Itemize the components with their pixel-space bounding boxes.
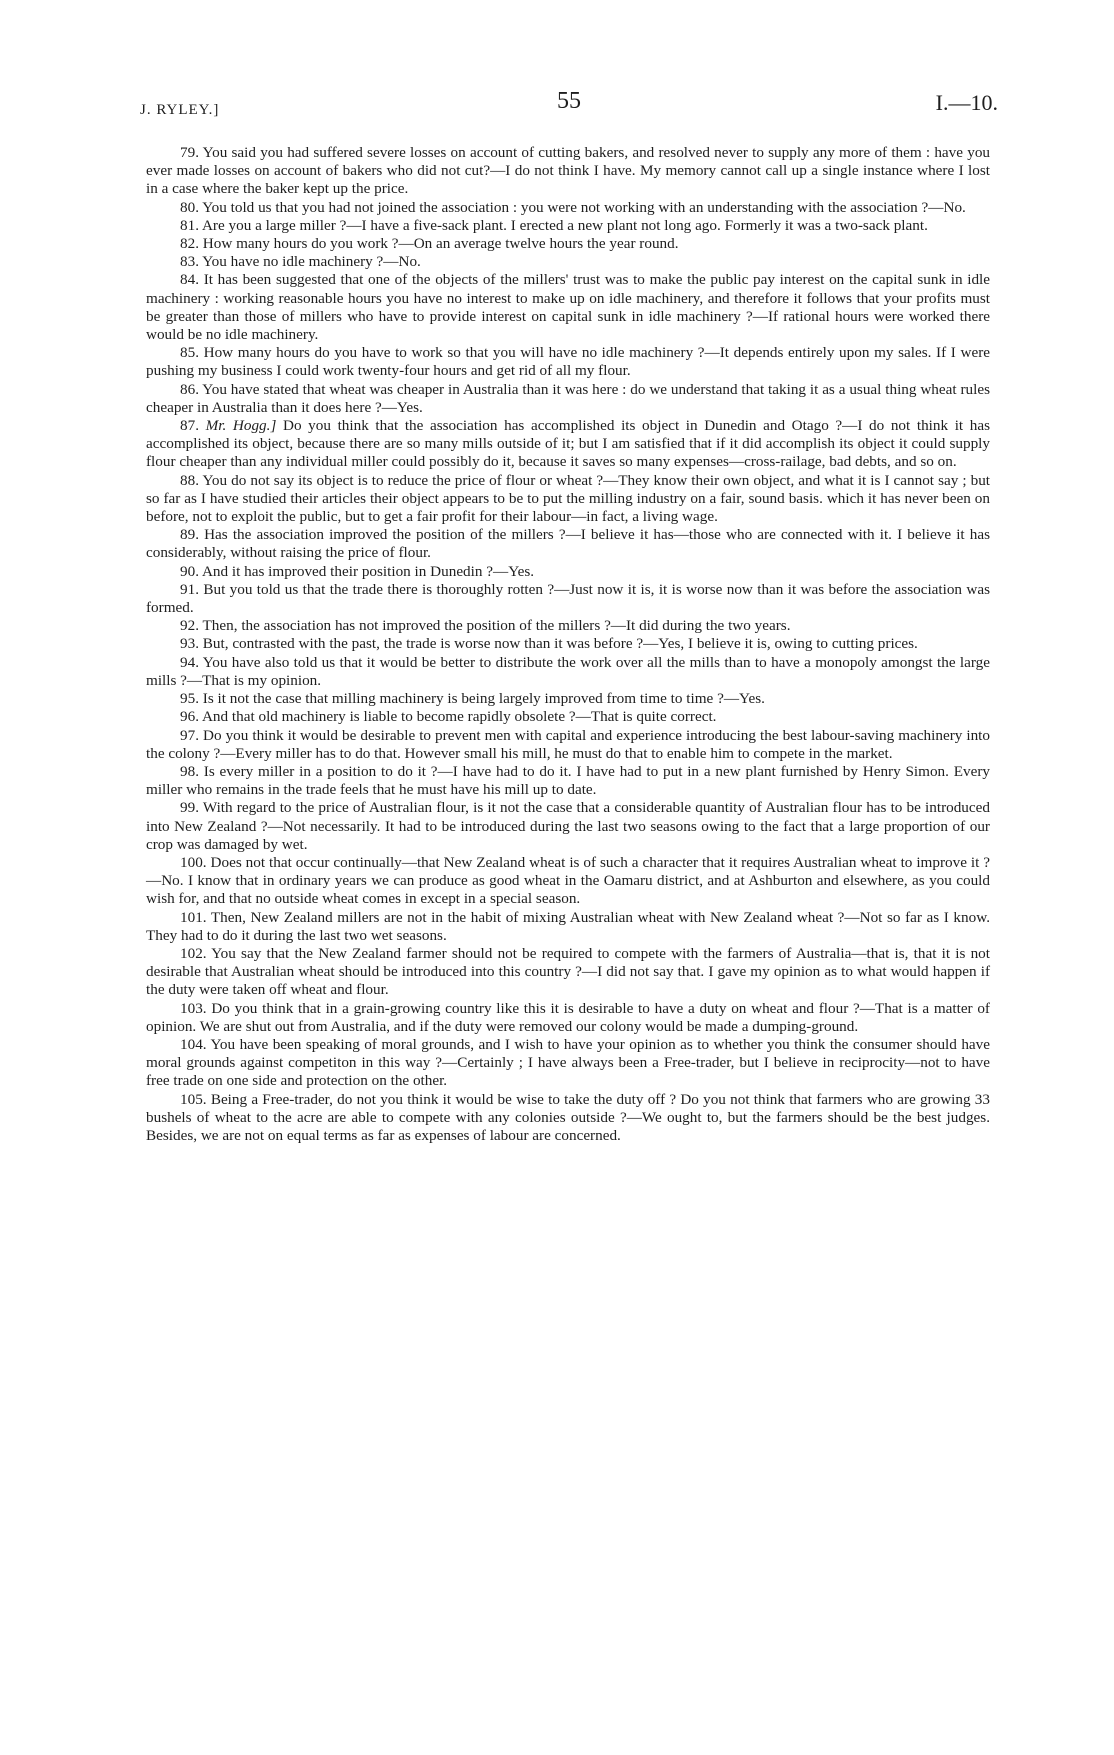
- question-text: You have also told us that it would be better to distribute the work over all the mills than to have a monopoly amongst the large mills ?—That is my opinion.: [146, 653, 991, 689]
- document-reference: I.—10.: [935, 90, 998, 115]
- question-paragraph: [146, 563, 990, 581]
- question-number: 101.: [180, 908, 207, 926]
- question-text: Is every miller in a position to do it ?—I have had to do it. I have had to put in a new plant furnished by Henry Simon. Every miller who remains in the trade feels that he must have his mill up to date.: [146, 762, 990, 799]
- question-number: 95.: [180, 690, 199, 708]
- question-text: With regard to the price of Australian flour, is it not the case that a considerable quantity of Australian flour has to be introduced into New Zealand ?—Not necessarily. It had to be introduced during the last two seasons owing to the fact that a large proportion of our crop was damaged by wet.: [146, 799, 990, 853]
- question-text: Then, New Zealand millers are not in the habit of mixing Australian wheat with New Zealand wheat ?—Not so far as I know. They had to do it during the last two wet seasons.: [146, 908, 990, 944]
- question-paragraph: [146, 417, 990, 472]
- page-number: 55: [557, 88, 581, 114]
- question-text: But, contrasted with the past, the trade is worse now than it was before ?—Yes, I believe it is, owing to cutting prices.: [202, 635, 918, 653]
- question-number: 86.: [180, 380, 199, 398]
- question-number: 79.: [180, 144, 199, 161]
- question-number: 92.: [180, 617, 199, 635]
- question-text: Does not that occur continually—that New Zealand wheat is of such a character that it requires Australian wheat to improve it ?—No. I know that in ordinary years we can produce as good wheat in the Oamaru district, and at Ashburton and elsewhere, as you could wish for, and that no outside wheat comes in except in a special season.: [146, 853, 990, 908]
- question-text: And it has improved their position in Dunedin ?—Yes.: [201, 562, 535, 580]
- question-paragraph: [146, 472, 990, 527]
- question-number: 105.: [180, 1090, 207, 1108]
- question-number: 97.: [180, 726, 199, 744]
- question-text: Are you a large miller ?—I have a five-sack plant. I erected a new plant not long ago. Formerly it was a two-sack plant.: [201, 216, 928, 234]
- question-number: 83.: [180, 253, 199, 271]
- question-paragraph: [146, 690, 990, 708]
- question-paragraph: [146, 1091, 990, 1146]
- question-text: Do you think that the association has accomplished its object in Dunedin and Otago ?—I do not think it has accomplished its object, because there are so many mills outside of it; but I am satisfied that if it did accomplish its object it could supply flour cheaper than any individual miller could possibly do it, because it saves so many expenses—cross-railage, bad debts, and so on.: [146, 417, 991, 471]
- question-paragraph: [146, 271, 990, 344]
- question-text: You do not say its object is to reduce the price of flour or wheat ?—They know their own object, and what it is I cannot say ; but so far as I have studied their articles their object appears to be to put the milling industry on a fair, sound basis. which it has never been on before, not to exploit the public, but to get a fair profit for their labour—in fact, a living wage.: [146, 471, 991, 526]
- question-text: But you told us that the trade there is thoroughly rotten ?—Just now it is, it is worse now than it was before the association was formed.: [146, 580, 991, 617]
- question-text: Then, the association has not improved the position of the millers ?—It did during the two years.: [202, 617, 791, 635]
- question-text: Do you think that in a grain-growing country like this it is desirable to have a duty on wheat and flour ?—That is a matter of opinion. We are shut out from Australia, and if the duty were removed our colony would be made a dumping-ground.: [146, 999, 990, 1035]
- question-paragraph: [146, 945, 990, 1000]
- question-number: 87.: [180, 417, 199, 435]
- question-number: 82.: [180, 235, 199, 253]
- question-paragraph: [146, 217, 990, 235]
- question-paragraph: [146, 344, 990, 380]
- question-text: Being a Free-trader, do not you think it would be wise to take the duty off ? Do you not think that farmers who are growing 33 bushels of wheat to the acre are able to compete with any colonies outside ?—We ought to, but the farmers should be the best judges. Besides, we are not on equal terms as far as expenses of labour are concerned.: [146, 1090, 990, 1144]
- question-text: How many hours do you work ?—On an average twelve hours the year round.: [202, 235, 679, 253]
- question-number: 89.: [180, 526, 199, 544]
- page-header: [140, 88, 998, 128]
- question-paragraph: [146, 799, 990, 854]
- question-number: 96.: [180, 708, 199, 726]
- question-text: How many hours do you have to work so that you will have no idle machinery ?—It depends entirely upon my sales. If I were pushing my business I could work twenty-four hours and get rid of all my flour.: [146, 344, 990, 380]
- question-paragraph: [146, 235, 990, 253]
- question-number: 84.: [180, 271, 199, 289]
- question-paragraph: [146, 526, 990, 562]
- question-number: 103.: [180, 999, 207, 1017]
- question-number: 99.: [180, 799, 199, 817]
- question-number: 93.: [180, 635, 199, 653]
- question-number: 102.: [180, 944, 207, 962]
- question-text: You have no idle machinery ?—No.: [202, 253, 421, 271]
- question-text: It has been suggested that one of the objects of the millers' trust was to make the public pay interest on the capital sunk in idle machinery : working reasonable hours you have no interest to make up on idle machinery, and therefore it follows that your profits must be greater than those of millers who have to provide interest on capital sunk in idle machinery ?—If rational hours were worked there would be no idle machinery.: [146, 271, 991, 344]
- question-text: Has the association improved the position of the millers ?—I believe it has—those who are connected with it. I believe it has considerably, without raising the price of flour.: [146, 526, 990, 562]
- question-number: 98.: [180, 762, 199, 780]
- question-paragraph: [146, 635, 990, 653]
- question-text: You have been speaking of moral grounds, and I wish to have your opinion as to whether you think the consumer should have moral grounds against competiton in this way ?—Certainly ; I have always been a Free-trader, but I believe in reciprocity—not to have free trade on one side and protection on the other.: [146, 1035, 990, 1090]
- question-paragraph: [146, 253, 990, 271]
- question-paragraph: [146, 1000, 990, 1036]
- question-number: 81.: [180, 216, 199, 234]
- question-paragraph: [146, 1036, 990, 1091]
- question-paragraph: [146, 617, 990, 635]
- question-number: 104.: [180, 1035, 207, 1053]
- question-text: Is it not the case that milling machinery is being largely improved from time to time ?—Yes.: [202, 690, 765, 708]
- question-number: 88.: [180, 471, 199, 489]
- question-number: 100.: [180, 853, 207, 871]
- question-text: Do you think it would be desirable to prevent men with capital and experience introducing the best labour-saving machinery into the colony ?—Every miller has to do that. However small his mill, he must do that to enable him to compete in the market.: [146, 726, 990, 762]
- question-number: 90.: [180, 562, 199, 580]
- question-paragraph: [146, 199, 990, 217]
- question-paragraph: [146, 654, 990, 690]
- question-paragraph: [146, 381, 990, 417]
- question-paragraph: [146, 708, 990, 726]
- question-number: 85.: [180, 344, 199, 362]
- question-text: You have stated that wheat was cheaper in Australia than it was here : do we understand that taking it as a usual thing wheat rules cheaper in Australia than it does here ?—Yes.: [146, 380, 990, 416]
- question-paragraph: [146, 727, 990, 763]
- question-paragraph: [146, 581, 990, 617]
- question-text: You told us that you had not joined the association : you were not working with an understanding with the association ?—No.: [202, 198, 966, 216]
- question-paragraph: [146, 909, 990, 945]
- question-text: You say that the New Zealand farmer should not be required to compete with the farmers of Australia—that is, that it is not desirable that Australian wheat should be introduced into this country ?—I did not say that. I gave my opinion as to what would happen if the duty were taken off wheat and flour.: [146, 944, 990, 999]
- question-number: 80.: [180, 198, 199, 216]
- question-number: 91.: [180, 580, 199, 598]
- question-number: 94.: [180, 653, 199, 671]
- question-paragraph: [146, 144, 990, 199]
- question-paragraph: [146, 854, 990, 909]
- speaker-label: Mr. Hogg.]: [205, 417, 277, 435]
- question-text: And that old machinery is liable to become rapidly obsolete ?—That is quite correct.: [201, 708, 717, 726]
- witness-name: J. RYLEY.]: [140, 102, 220, 118]
- question-paragraph: [146, 763, 990, 799]
- testimony-body: [146, 144, 990, 1145]
- question-text: You said you had suffered severe losses on account of cutting bakers, and resolved never to supply any more of them : have you ever made losses on account of bakers who did not cut?—I do not think I have. My memory cannot call up a single instance where I lost in a case where the baker kept up the price.: [146, 144, 991, 198]
